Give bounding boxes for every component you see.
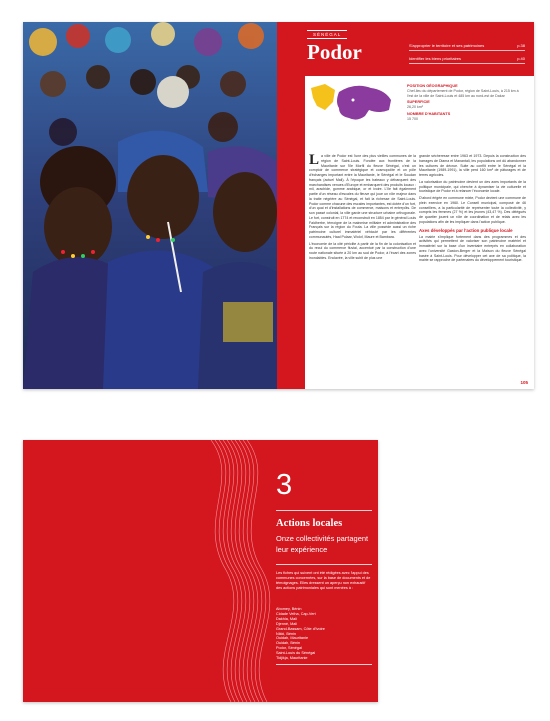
place-item: Tidjikja, Mauritanie [276, 656, 308, 661]
podor-marker [352, 99, 355, 102]
place-item: Saint-Louis du Sénégal [276, 651, 316, 656]
drop-cap: L [309, 152, 320, 168]
paragraph [309, 154, 416, 240]
neighbor-country-shape [311, 84, 335, 110]
place-item: Abomey, Bénin [276, 607, 302, 611]
wave-lines-decoration [209, 440, 279, 702]
senegal-shape [337, 86, 391, 120]
places-list [276, 607, 372, 661]
divider [276, 510, 372, 511]
section-heading: Axes développés par l'action publique locale [419, 227, 513, 233]
page-number: 105 [520, 380, 528, 385]
paragraph: La mairie s'implique fortement dans des programmes et des activités qui permettent de valoriser son patrimoine matériel et immatériel sur la base d'un inventaire entrepris en collaboration avec l'université Gaston-Berger et la Maison du fleuve Sénégal basée à Saint-Louis. Pour développer cet axe de sa politique, la mairie se rapproche de partenaires du développement touristique. [419, 234, 526, 263]
divider [276, 664, 372, 665]
superficie-value: 26,20 km² [407, 105, 423, 110]
paragraph-text: a ville de Podor est l'une des plus vieilles communes de la région de Saint-Louis. Fondée aux frontières de la Mauritanie sur l'île Morfil du fleuve Sénégal, c'est un comptoir de commerce stratégique et cosmopolite et un pôle d'échanges important entre la Mauritanie, le Sénégal et le Soudan français (actuel Mali). À l'époque les bateaux y débarquent des marchandises venues d'Europe et embarquent des produits locaux : mil, arachide, gomme arabique, or et ivoire. L'île fait également partie d'un réseau d'escales du fleuve qui joue un rôle majeur dans la traite négrière au Sénégal, et fait la richesse de Saint-Louis. Podor comme chacune des escales importantes, est dotée d'un fort, d'un quai et d'installations de commerce, maisons et entrepôts. De son passé colonial, la ville garde une structure urbaine orthogonale. Le fort, construit en 1774 et reconstruit en 1854 par le général Louis Faidherbe, témoigne de la mainmise militaire et administrative des Français sur la région du Fouta. La ville possède aussi un riche patrimoine culturel immatériel véhiculé par les différentes communautés, Haal Pulaar, Wolof, Maure et Bambara. [309, 154, 416, 239]
book-spread [23, 22, 534, 389]
place-item: Nikki, Bénin [276, 631, 297, 636]
paragraph: grande sécheresse entre 1963 et 1973. Depuis la construction des barrages de Diama et Manantali, les populations ont dû abandonner les cultures de décrue. Suite au conflit entre le Sénégal et la Mauritanie (1989-1991), la ville perd 160 km² de pâturages et de terres agricoles. [419, 154, 526, 177]
toc-item [409, 42, 525, 51]
article-page [277, 22, 534, 389]
city-title: Podor [307, 40, 362, 64]
city-facts [407, 82, 522, 122]
position-text: Chef-lieu du département de Podor, région de Saint-Louis, à 215 km à l'est de la ville de Saint-Louis et 485 km au nord-est de Dakar [407, 88, 519, 98]
toc-item-page: p.38 [517, 43, 525, 48]
superficie-label: SUPERFICIE [407, 100, 430, 105]
toc-item [409, 55, 525, 64]
habitants-label: NOMBRE D'HABITANTS [407, 111, 451, 116]
article-column-2 [419, 154, 526, 265]
chapter-intro: Les fiches qui suivent ont été rédigées avec l'appui des communes concernées, sur la base de documents et de témoignages. Elles dressent un aperçu non exhaustif des actions patrimoniales qui sont menées à : [276, 571, 371, 590]
senegal-map [309, 80, 399, 130]
chapter-number: 3 [276, 469, 293, 501]
position-label: POSITION GÉOGRAPHIQUE [407, 84, 458, 88]
page-header [277, 22, 534, 76]
habitants-value: 15 700 [407, 116, 418, 121]
place-item: Ouidah, Mauritanie [276, 636, 309, 641]
place-item: Ouidah, Bénin [276, 641, 301, 646]
place-item: Podor, Sénégal [276, 646, 302, 651]
toc-item-label: Identifier les biens prioritaires [409, 56, 462, 61]
paragraph: La valorisation du patrimoine devient un des axes importants de la politique municipale, qui cherche à dynamiser la vie culturelle et touristique de Podor et à relancer l'économie locale. [419, 179, 526, 194]
chapter-cover [23, 440, 378, 702]
children-photo [23, 22, 277, 389]
divider [276, 564, 372, 565]
place-item: Grand-Bassam, Côte d'Ivoire [276, 626, 325, 631]
paragraph: D'abord érigée en commune mixte, Podor devient une commune de plein exercice en 1960. Le Conseil municipal, composé de 46 conseillers, a la particularité de représenter toute la collectivité, y compris les femmes (27 %) et les jeunes (43,47 %). Des délégués de quartier jouent un rôle de coordination et de relais avec les populations afin de les impliquer dans l'action publique. [419, 196, 526, 224]
article-column-1 [309, 154, 416, 263]
red-side-band [277, 76, 305, 389]
chapter-title: Actions locales [276, 518, 343, 529]
chapter-subtitle: Onze collectivités partagent leur expérience [276, 534, 369, 554]
place-item: Cidade Velha, Cap-Vert [276, 611, 316, 616]
country-kicker: SÉNÉGAL [307, 30, 347, 39]
place-item: Djenné, Mali [276, 621, 298, 626]
toc-item-label: S'approprier le territoire et ses patrimoines [409, 43, 485, 48]
toc-item-page: p.40 [517, 56, 525, 61]
paragraph: L'économie de la cité périclite à partir de la fin de la colonisation et du recul du commerce fluvial, accentué par la construction d'une route nationale située à 20 km au sud de Podor, à l'écart des zones inondables. Enclavée, la ville subit de plus une [309, 241, 416, 260]
page-toc [409, 42, 525, 68]
place-item: Dakhla, Mali [276, 616, 297, 621]
